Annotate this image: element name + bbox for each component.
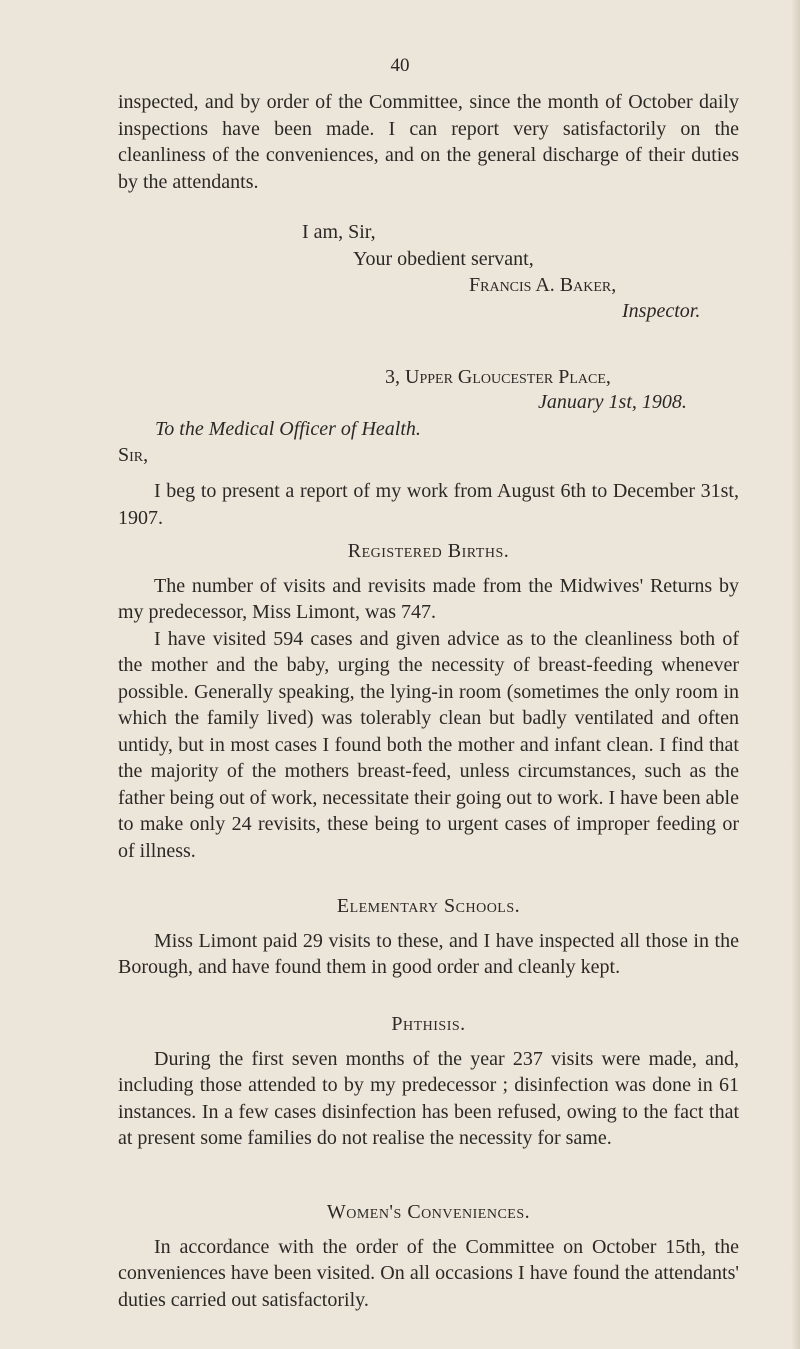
signoff-title: Inspector. xyxy=(622,300,701,322)
section-womens-conveniences xyxy=(118,1199,739,1313)
section-elementary-schools xyxy=(118,893,739,981)
address-street: 3, Upper Gloucester Place, xyxy=(385,366,611,388)
section-paragraph: During the first seven months of the year 237 visits were made, and, including those attended to by my predecessor ; disinfection was done in 61 instances. In a few cases disinfection has been refused, owing to the fact that at present some families do not realise the necessity for same. xyxy=(118,1047,739,1149)
section-heading: Registered Births. xyxy=(347,540,510,562)
salutation: Sir, xyxy=(118,444,149,466)
section-paragraph: The number of visits and revisits made from the Midwives' Returns by my predecessor, Miss Limont, was 747. xyxy=(118,574,739,623)
section-registered-births xyxy=(118,538,739,864)
intro-paragraph: inspected, and by order of the Committee, since the month of October daily inspections have been made. I can report very satisfactorily on the cleanliness of the conveniences, and on the general discharge of their duties by the attendants. xyxy=(118,91,739,193)
section-paragraph: Miss Limont paid 29 visits to these, and I have inspected all those in the Borough, and have found them in good order and cleanly kept. xyxy=(118,929,739,978)
section-phthisis xyxy=(118,1011,739,1152)
page-edge-shadow xyxy=(791,0,800,1349)
section-heading: Phthisis. xyxy=(391,1013,466,1035)
signoff-name: Francis A. Baker, xyxy=(469,274,617,296)
intro-block xyxy=(118,89,739,195)
address-date: January 1st, 1908. xyxy=(538,391,687,413)
signoff-line2: Your obedient servant, xyxy=(353,248,534,270)
opening-paragraph: I beg to present a report of my work from August 6th to December 31st, 1907. xyxy=(118,480,739,529)
section-paragraph: In accordance with the order of the Committee on October 15th, the conveniences have been visited. On all occasions I have found the attendants' duties carried out satisfactorily. xyxy=(118,1235,739,1311)
page-number: 40 xyxy=(390,55,410,76)
signoff-line1: I am, Sir, xyxy=(302,221,376,243)
section-heading: Women's Conveniences. xyxy=(326,1201,531,1223)
recipient-line: To the Medical Officer of Health. xyxy=(155,418,421,440)
section-heading: Elementary Schools. xyxy=(336,895,521,917)
section-paragraph: I have visited 594 cases and given advice as to the cleanliness both of the mother and the baby, urging the necessity of breast-feeding whenever possible. Generally speaking, the lying-in room (sometimes the only room in which the family lived) was tolerably clean but badly ventilated and often untidy, but in most cases I found both the mother and infant clean. I find that the majority of the mothers breast-feed, unless circumstances, such as the father being out of work, necessitate their going out to work. I have been able to make only 24 revisits, these being to urgent cases of improper feeding or of illness. xyxy=(118,627,739,862)
opening-block xyxy=(118,478,739,531)
